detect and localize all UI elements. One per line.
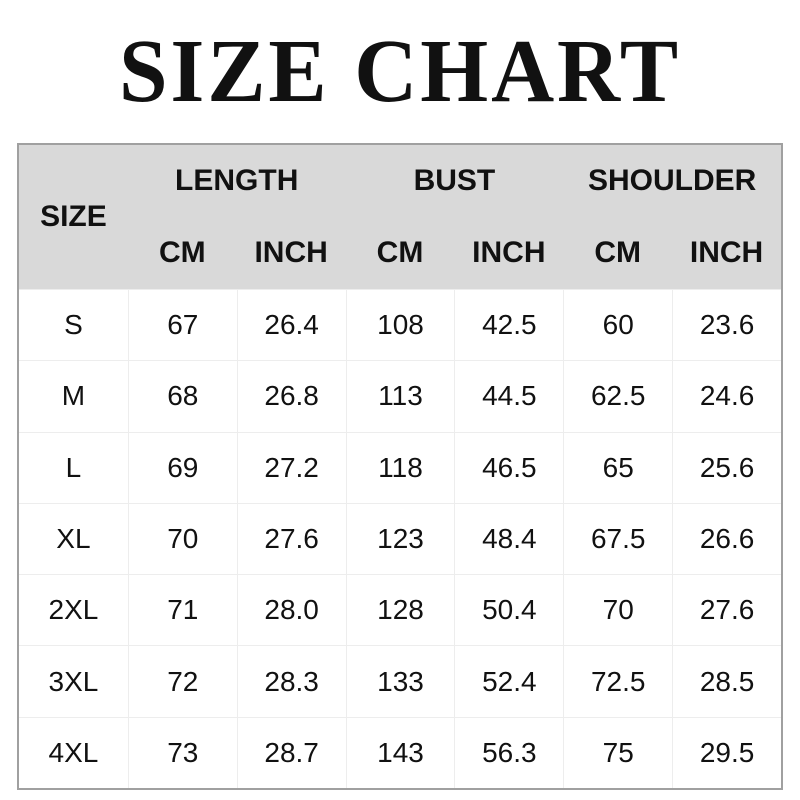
table-cell: 67.5 <box>563 503 672 574</box>
table-cell: 72 <box>128 645 237 716</box>
table-cell: 70 <box>563 574 672 645</box>
table-cell: 46.5 <box>454 432 563 503</box>
row-size-label: XL <box>19 503 128 574</box>
row-size-label: 3XL <box>19 645 128 716</box>
size-column-header: SIZE <box>19 145 128 289</box>
table-cell: 67 <box>128 289 237 360</box>
unit-header-shoulder-inch: INCH <box>672 217 781 289</box>
unit-header-shoulder-cm: CM <box>563 217 672 289</box>
unit-header-length-inch: INCH <box>237 217 346 289</box>
group-header-length: LENGTH <box>128 145 346 217</box>
table-cell: 123 <box>346 503 455 574</box>
table-cell: 62.5 <box>563 360 672 431</box>
unit-header-length-cm: CM <box>128 217 237 289</box>
table-cell: 28.7 <box>237 717 346 788</box>
unit-header-bust-inch: INCH <box>454 217 563 289</box>
group-header-bust: BUST <box>346 145 564 217</box>
page-title: SIZE CHART <box>118 22 682 121</box>
row-size-label: M <box>19 360 128 431</box>
table-cell: 73 <box>128 717 237 788</box>
table-cell: 42.5 <box>454 289 563 360</box>
table-cell: 28.5 <box>672 645 781 716</box>
table-cell: 56.3 <box>454 717 563 788</box>
table-cell: 75 <box>563 717 672 788</box>
table-cell: 23.6 <box>672 289 781 360</box>
row-size-label: S <box>19 289 128 360</box>
table-cell: 26.8 <box>237 360 346 431</box>
row-size-label: 2XL <box>19 574 128 645</box>
table-cell: 28.0 <box>237 574 346 645</box>
table-cell: 70 <box>128 503 237 574</box>
table-cell: 72.5 <box>563 645 672 716</box>
table-cell: 143 <box>346 717 455 788</box>
table-cell: 133 <box>346 645 455 716</box>
table-cell: 26.6 <box>672 503 781 574</box>
table-cell: 52.4 <box>454 645 563 716</box>
table-cell: 27.2 <box>237 432 346 503</box>
table-cell: 28.3 <box>237 645 346 716</box>
table-cell: 48.4 <box>454 503 563 574</box>
table-cell: 26.4 <box>237 289 346 360</box>
table-cell: 113 <box>346 360 455 431</box>
table-cell: 27.6 <box>672 574 781 645</box>
table-cell: 69 <box>128 432 237 503</box>
table-cell: 71 <box>128 574 237 645</box>
group-header-shoulder: SHOULDER <box>563 145 781 217</box>
table-cell: 108 <box>346 289 455 360</box>
table-cell: 27.6 <box>237 503 346 574</box>
table-cell: 24.6 <box>672 360 781 431</box>
unit-header-bust-cm: CM <box>346 217 455 289</box>
table-cell: 118 <box>346 432 455 503</box>
table-cell: 44.5 <box>454 360 563 431</box>
table-cell: 25.6 <box>672 432 781 503</box>
table-cell: 60 <box>563 289 672 360</box>
row-size-label: 4XL <box>19 717 128 788</box>
table-cell: 65 <box>563 432 672 503</box>
row-size-label: L <box>19 432 128 503</box>
table-cell: 50.4 <box>454 574 563 645</box>
table-cell: 68 <box>128 360 237 431</box>
table-cell: 29.5 <box>672 717 781 788</box>
size-chart-table <box>17 143 783 790</box>
table-cell: 128 <box>346 574 455 645</box>
